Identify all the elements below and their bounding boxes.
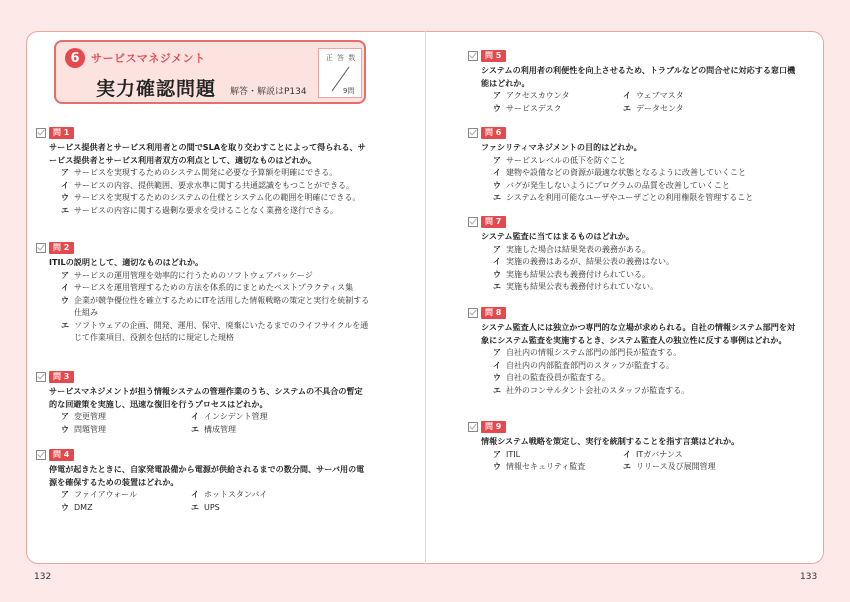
question-label: 問 2 [49,242,74,254]
choice-a: ア サービスを実現するためのシステム開発に必要な予算額を明確にできる。 [61,168,338,177]
check-box[interactable] [468,308,478,318]
question-1 [36,126,370,217]
check-box[interactable] [36,243,46,253]
choice-u: ウ DMZ [61,502,93,512]
choice-a: ア サービスレベルの低下を防ぐこと [493,155,626,165]
choice-u: ウ サービスを実現するためのシステムの仕様とシステム化の範囲を明確にできる。 [61,193,361,202]
question-4 [36,448,370,514]
score-box [318,48,362,98]
choice-i: イ 実施の義務はあるが、結果公表の義務はない。 [493,257,674,266]
check-box[interactable] [36,128,46,138]
question-label: 問 1 [49,127,74,139]
check-box[interactable] [36,450,46,460]
question-5 [468,49,802,115]
choice-i: イ ウェブマスタ [623,91,684,100]
question-label: 問 8 [481,307,506,319]
question-stem: サービスマネジメントが担う情報システムの管理作業のうち、システムの不具合の暫定的な回避策を実施し、迅速な復旧を行うプロセスはどれか。 [49,386,363,409]
choice-i: イ 建物や設備などの資源が最適な状態となるように改善していくこと [493,168,746,177]
choice-u: ウ バグが発生しないようにプログラムの品質を改善していくこと [493,180,730,190]
choice-a: ア 自社内の情報システム部門の部門長が監査する。 [493,348,682,357]
choice-e: エ UPS [191,502,220,512]
page-number-right: 133 [800,572,818,582]
choice-u: ウ 情報セキュリティ監査 [493,462,586,471]
question-label: 問 6 [481,127,506,139]
question-stem: 停電が起きたときに、自家発電設備から電源が供給されるまでの数分間、サーバ用の電源を確保するための装置はどれか。 [49,464,365,487]
check-box[interactable] [36,372,46,382]
question-stem: ファシリティマネジメントの目的はどれか。 [481,142,642,152]
question-6 [468,126,802,205]
check-box[interactable] [468,422,478,432]
choice-u: ウ 企業が競争優位性を確立するためにITを活用した情報戦略の策定と実行を統制する仕組み [61,295,370,317]
choice-e: エ サービスの内容に関する過剰な要求を受けることなく業務を遂行できる。 [61,205,338,215]
choice-e: エ 社外のコンサルタント会社のスタッフが監査する。 [493,385,690,395]
page-number-left: 132 [34,572,52,582]
question-stem: 情報システム戦略を策定し、実行を統制することを指す言葉はどれか。 [481,436,740,446]
choice-u: ウ 実施も結果公表も義務付けられている。 [493,269,650,279]
choice-e: エ システムを利用可能なユーザやユーザごとの利用権限を管理すること [493,193,754,202]
check-box[interactable] [468,217,478,227]
score-total: 9問 [343,87,355,95]
choice-u: ウ サービスデスク [493,103,562,113]
choice-u: ウ 問題管理 [61,424,106,434]
choice-a: ア アクセスカウンタ [493,91,570,100]
choice-i: イ ホットスタンバイ [191,490,268,499]
choice-a: ア ファイアウォール [61,490,138,499]
chapter-title: サービスマネジメント [91,52,206,65]
question-stem: ITILの説明として、適切なものはどれか。 [49,257,204,267]
chapter-header [54,40,366,104]
choice-i: イ サービスを運用管理するための方法を体系的にまとめたベストプラクティス集 [61,283,354,292]
question-label: 問 9 [481,421,506,433]
choice-e: エ 実施も結果公表も義務付けられていない。 [493,282,658,291]
page-title: 実力確認問題 [96,78,217,100]
question-stem: システム監査に当てはまるものはどれか。 [481,231,634,241]
check-box[interactable] [468,128,478,138]
choice-i: イ インシデント管理 [191,412,268,421]
choice-i: イ 自社内の内部監査部門のスタッフが監査する。 [493,360,674,370]
choice-a: ア 実施した場合は結果発表の義務がある。 [493,244,650,254]
choice-e: エ データセンタ [623,103,684,113]
question-label: 問 5 [481,50,506,62]
question-label: 問 4 [49,449,74,461]
answer-reference: 解答・解説はP134 [230,87,307,97]
page-gutter [425,31,426,564]
choice-e: エ リリース及び展開管理 [623,462,716,471]
choice-a: ア ITIL [493,449,521,459]
choice-u: ウ 自社の監査役員が監査する。 [493,373,610,382]
question-8 [468,306,802,397]
choice-e: エ 構成管理 [191,424,236,434]
choice-e: エ ソフトウェアの企画、開発、運用、保守、廃棄にいたるまでのライフサイクルを通じて作業項目、役割を包括的に規定した規格 [61,320,369,342]
question-9 [468,420,802,474]
question-stem: サービス提供者とサービス利用者との間でSLAを取り交わすことによって得られる、サービス提供者とサービス利用者双方の利点として、適切なものはどれか。 [49,142,366,165]
choice-i: イ ITガバナンス [623,449,683,459]
score-label: 正 答 数 [325,54,357,62]
question-stem: システム監査人には独立かつ専門的な立場が求められる。自社の情報システム部門を対象にシステム監査を実施するとき、システム監査人の独立性に反する事例はどれか。 [481,322,796,345]
choice-a: ア サービスの運用管理を効率的に行うためのソフトウェアパッケージ [61,270,313,280]
question-7 [468,215,802,294]
choice-a: ア 変更管理 [61,412,106,421]
chapter-number-badge: 6 [65,48,85,68]
question-3 [36,370,370,436]
question-2 [36,241,370,345]
choice-i: イ サービスの内容、提供範囲、要求水準に関する共通認識をもつことができる。 [61,180,354,190]
question-label: 問 3 [49,371,74,383]
check-box[interactable] [468,51,478,61]
question-label: 問 7 [481,216,506,228]
question-stem: システムの利用者の利便性を向上させるため、トラブルなどの問合せに対応する窓口機能はどれか。 [481,65,796,88]
